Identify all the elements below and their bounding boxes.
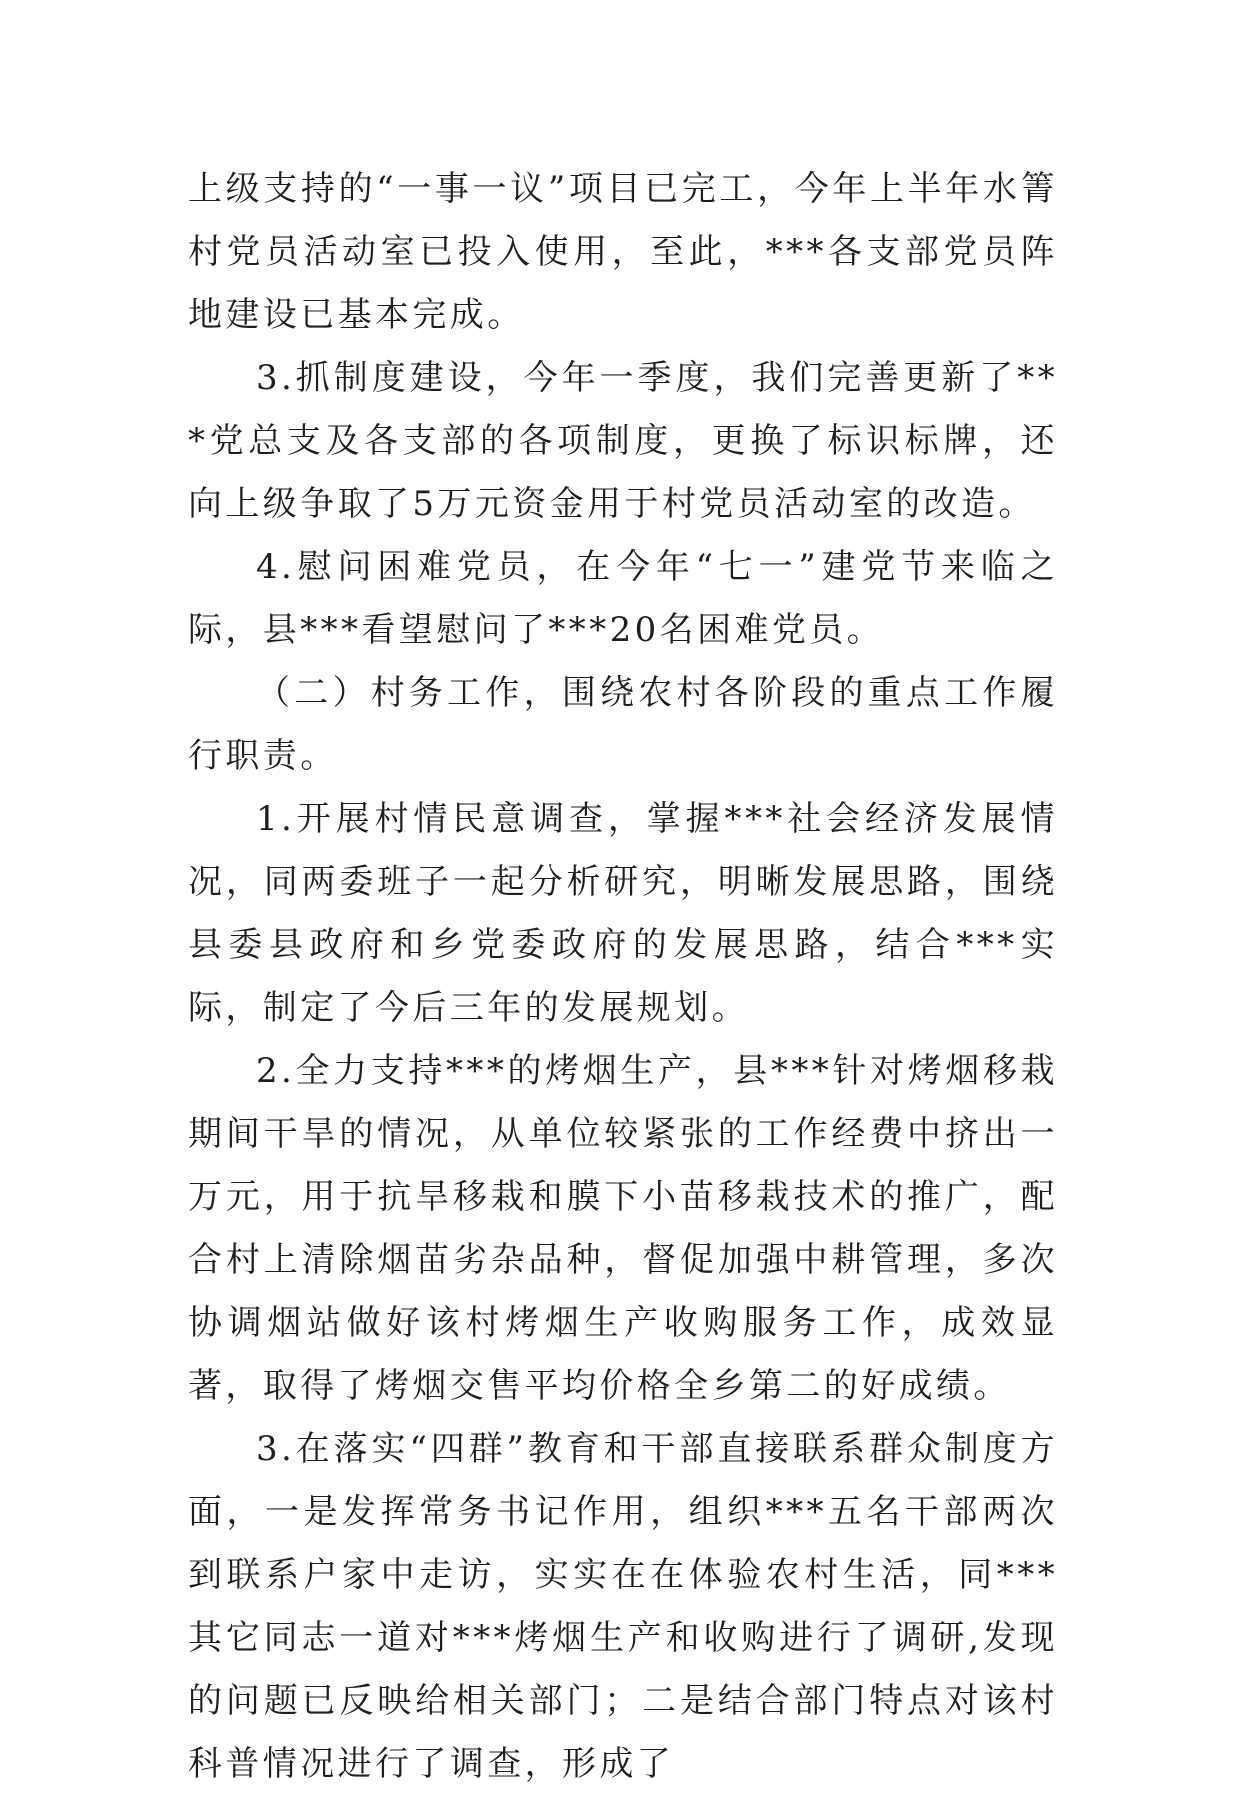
paragraph-item-3-system-building: 3.抓制度建设，今年一季度，我们完善更新了***党总支及各支部的各项制度，更换了标识标牌，还向上级争取了5万元资金用于村党员活动室的改造。 — [188, 358, 1058, 524]
paragraph-continuation: 上级支持的“一事一议”项目已完工，今年上半年水箐村党员活动室已投入使用，至此，***各支部党员阵地建设已基本完成。 — [188, 169, 1058, 335]
section-heading-village-affairs: （二）村务工作，围绕农村各阶段的重点工作履行职责。 — [188, 673, 1058, 776]
document-body — [188, 158, 1058, 1796]
paragraph-item-2-tobacco: 2.全力支持***的烤烟生产，县***针对烤烟移栽期间干旱的情况，从单位较紧张的工作经费中挤出一万元，用于抗旱移栽和膜下小苗移栽技术的推广，配合村上清除烟苗劣杂品种，督促加强中耕管理，多次协调烟站做好该村烤烟生产收购服务工作，成效显著，取得了烤烟交售平均价格全乡第二的好成绩。 — [188, 1051, 1058, 1406]
paragraph-item-4-visit-party-members: 4.慰问困难党员，在今年“七一”建党节来临之际，县***看望慰问了***20名困难党员。 — [188, 547, 1058, 650]
paragraph-item-3-four-groups: 3.在落实“四群”教育和干部直接联系群众制度方面，一是发挥常务书记作用，组织***五名干部两次到联系户家中走访，实实在在体验农村生活，同***其它同志一道对***烤烟生产和收购进行了调研,发现的问题已反映给相关部门；二是结合部门特点对该村科普情况进行了调查，形成了 — [188, 1429, 1058, 1784]
paragraph-item-1-survey: 1.开展村情民意调查，掌握***社会经济发展情况，同两委班子一起分析研究，明晰发展思路，围绕县委县政府和乡党委政府的发展思路，结合***实际，制定了今后三年的发展规划。 — [188, 799, 1058, 1028]
